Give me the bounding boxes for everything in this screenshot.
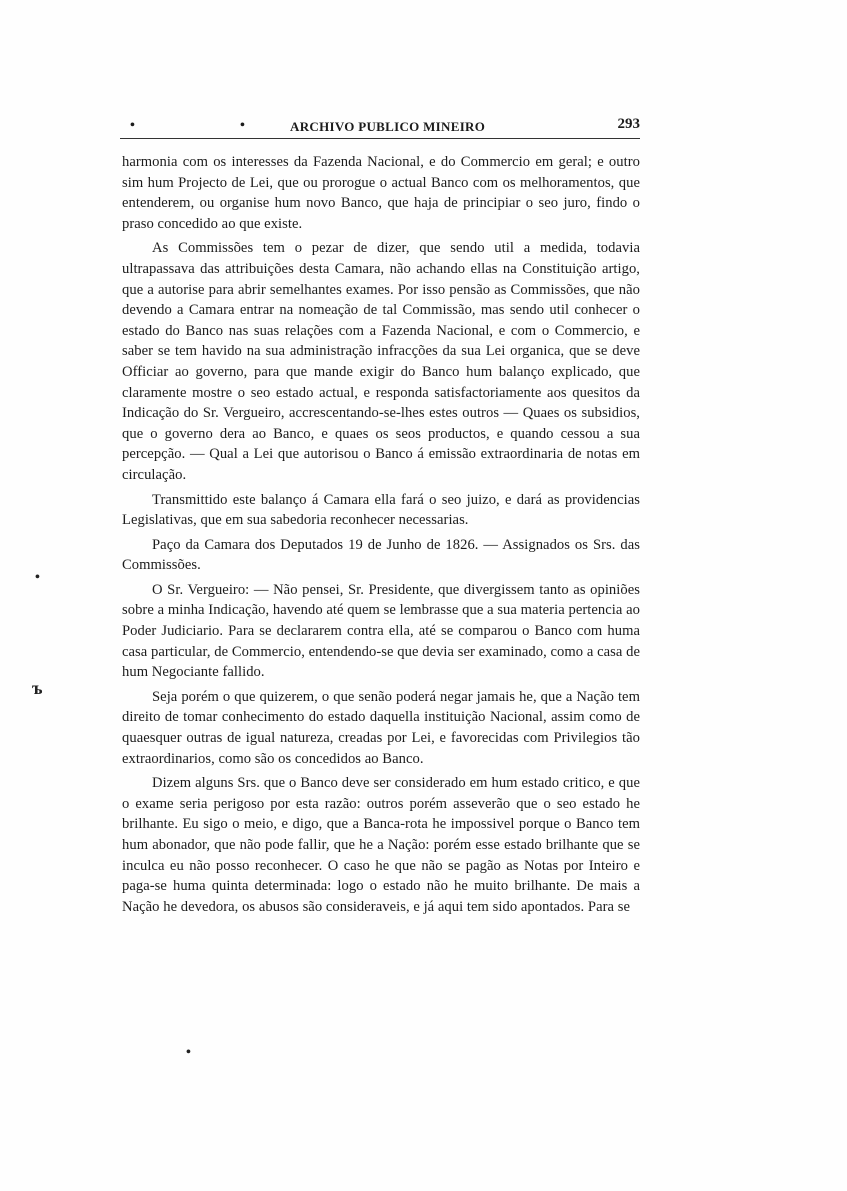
page-number: 293 <box>617 116 640 132</box>
margin-mark-3: • <box>186 1045 191 1060</box>
margin-mark-1: • <box>35 570 40 585</box>
paragraph-3: Transmittido este balanço á Camara ella fará o seo juizo, e dará as providencias Legislativas, que em sua sabedoria reconhecer necessarias. <box>122 491 640 529</box>
paragraph-2: As Commissões tem o pezar de dizer, que sendo util a medida, todavia ultrapassava das attribuições desta Camara, não achando ellas na Constituição artigo, que a autorise para abrir semelhantes exames. Por isso pensão as Commissões, que não devendo a Camara entrar na nomeação de tal Commissão, mas sendo util conhecer o estado do Banco nas suas relações com a Fazenda Nacional, e com o Commercio, e saber se tem havido na sua administração infracções da sua Lei organica, que se deve Officiar ao governo, para que mande exigir do Banco hum balanço explicado, que claramente mostre o seo estado actual, e responda satisfactoriamente aos quesitos da Indicação do Sr. Vergueiro, accrescentando-se-lhes estes outros — Quaes os subsidios, que o governo dera ao Banco, e quaes os seos productos, e quando cessou a sua percepção. — Qual a Lei que autorisou o Banco á emissão extraordinaria de notas em circulação. <box>122 240 640 483</box>
page-header <box>120 114 640 139</box>
margin-mark-2: ъ <box>32 678 43 698</box>
header-bullet-mid: • <box>240 118 245 133</box>
paragraph-7: Dizem alguns Srs. que o Banco deve ser considerado em hum estado critico, e que o exame seria perigoso por esta razão: outros porém asseverão que o seo estado he brilhante. Eu sigo o meio, e digo, que a Banca-rota he impossivel porque o Banco tem hum abonador, que não pode fallir, que he a Nação: porém esse estado brilhante que se inculca eu não posso reconhecer. O caso he que não se pagão as Notas por Inteiro e paga-se huma quinta determinada: logo o estado não he muito brilhante. De mais a Nação he devedora, os abusos são consideraveis, e já aqui tem sido apontados. Para se <box>122 775 640 915</box>
paragraph-6: Seja porém o que quizerem, o que senão poderá negar jamais he, que a Nação tem direito de tomar conhecimento do estado daquella instituição Nacional, assim como de quaesquer outras de igual natureza, creadas por Lei, e favorecidas com Privilegios tão extraordinarios, como são os concedidos ao Banco. <box>122 688 640 767</box>
paragraph-4: Paço da Camara dos Deputados 19 de Junho de 1826. — Assignados os Srs. das Commissões. <box>122 536 640 574</box>
running-title: ARCHIVO PUBLICO MINEIRO <box>290 119 486 134</box>
body-text <box>122 152 640 921</box>
paragraph-1: harmonia com os interesses da Fazenda Nacional, e do Commercio em geral; e outro sim hum Projecto de Lei, que ou prorogue o actual Banco com os melhoramentos, que entenderem, ou organise hum novo Banco, que haja de principiar o seo juro, findo o praso concedido ao que existe. <box>122 154 640 232</box>
header-bullet-left: • <box>130 118 135 133</box>
paragraph-5: O Sr. Vergueiro: — Não pensei, Sr. Presidente, que divergissem tanto as opiniões sobre a minha Indicação, havendo até quem se lembrasse que a sua materia pertencia ao Poder Judiciario. Para se declararem contra ella, até se comparou o Banco com huma casa particular, de Commercio, entendendo-se que devia ser examinado, como a casa de hum Negociante fallido. <box>122 581 640 681</box>
